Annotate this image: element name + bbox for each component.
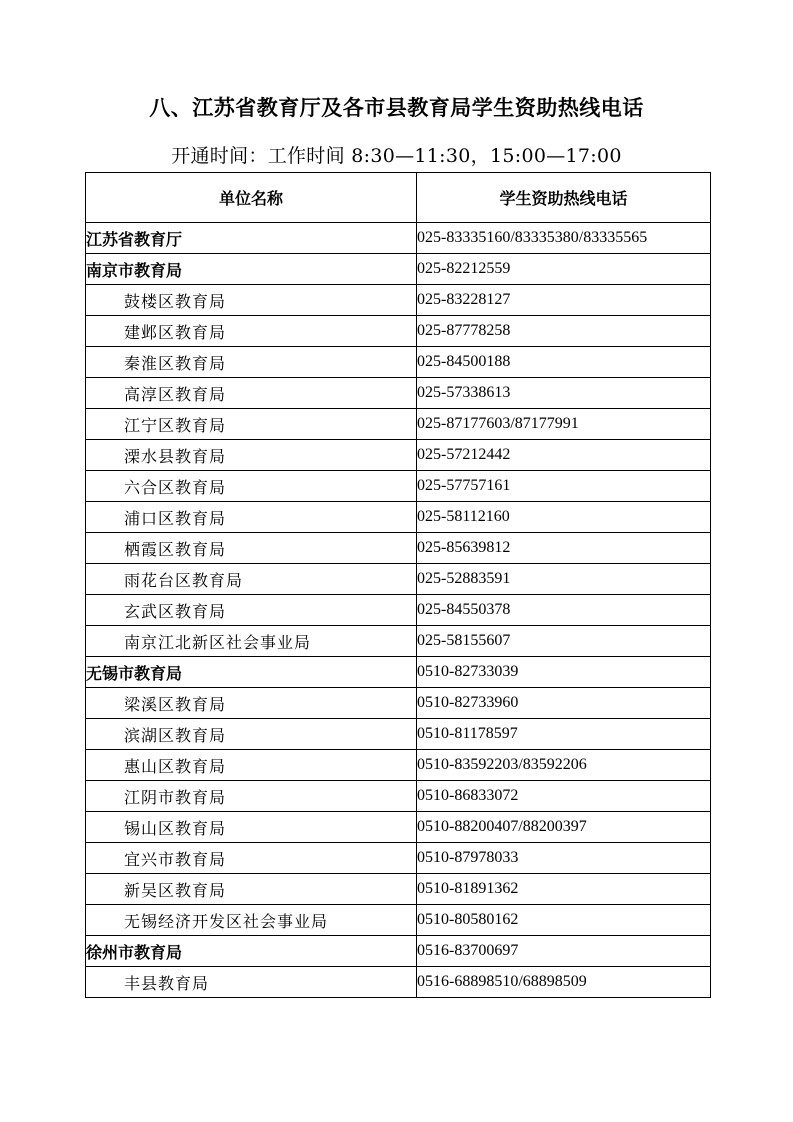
hotline-phone: 025-83228127 [417, 285, 711, 316]
hotline-phone: 0510-87978033 [417, 843, 711, 874]
table-row [86, 812, 711, 843]
table-row [86, 347, 711, 378]
table-row [86, 626, 711, 657]
unit-name-district: 六合区教育局 [86, 471, 417, 502]
unit-name-district: 高淳区教育局 [86, 378, 417, 409]
table-row [86, 843, 711, 874]
table-row [86, 781, 711, 812]
table-body [86, 223, 711, 998]
hotline-phone: 0510-81178597 [417, 719, 711, 750]
hotline-phone: 0510-80580162 [417, 905, 711, 936]
unit-name-district: 梁溪区教育局 [86, 688, 417, 719]
hotline-phone: 025-57757161 [417, 471, 711, 502]
hotline-phone: 0510-86833072 [417, 781, 711, 812]
table-row [86, 502, 711, 533]
hours-subtitle: 开通时间：工作时间 8:30—11:30，15:00—17:00 [171, 145, 622, 167]
table-row [86, 688, 711, 719]
unit-name-district: 锡山区教育局 [86, 812, 417, 843]
unit-name-city: 徐州市教育局 [86, 936, 417, 967]
unit-name-district: 滨湖区教育局 [86, 719, 417, 750]
unit-name-district: 新吴区教育局 [86, 874, 417, 905]
table-row [86, 967, 711, 998]
table-row [86, 595, 711, 626]
unit-name-district: 玄武区教育局 [86, 595, 417, 626]
hotline-table [85, 172, 711, 998]
hotline-phone: 025-84500188 [417, 347, 711, 378]
hotline-phone: 025-58155607 [417, 626, 711, 657]
unit-name-district: 南京江北新区社会事业局 [86, 626, 417, 657]
table-row [86, 905, 711, 936]
header-unit-name: 单位名称 [86, 173, 417, 223]
hotline-phone: 025-83335160/83335380/83335565 [417, 223, 711, 254]
hotline-phone: 025-58112160 [417, 502, 711, 533]
unit-name-district: 秦淮区教育局 [86, 347, 417, 378]
table-row [86, 285, 711, 316]
table-row [86, 254, 711, 285]
hotline-phone: 0510-82733960 [417, 688, 711, 719]
hotline-phone: 0516-83700697 [417, 936, 711, 967]
unit-name-district: 栖霞区教育局 [86, 533, 417, 564]
hotline-phone: 0510-81891362 [417, 874, 711, 905]
hotline-phone: 025-57212442 [417, 440, 711, 471]
unit-name-district: 无锡经济开发区社会事业局 [86, 905, 417, 936]
unit-name-district: 宜兴市教育局 [86, 843, 417, 874]
hotline-phone: 025-87778258 [417, 316, 711, 347]
table-row [86, 316, 711, 347]
unit-name-city: 无锡市教育局 [86, 657, 417, 688]
unit-name-district: 江阴市教育局 [86, 781, 417, 812]
unit-name-city: 南京市教育局 [86, 254, 417, 285]
unit-name-district: 江宁区教育局 [86, 409, 417, 440]
unit-name-district: 鼓楼区教育局 [86, 285, 417, 316]
table-row [86, 657, 711, 688]
hotline-phone: 0510-82733039 [417, 657, 711, 688]
table-row [86, 533, 711, 564]
unit-name-district: 丰县教育局 [86, 967, 417, 998]
unit-name-district: 惠山区教育局 [86, 750, 417, 781]
table-row [86, 378, 711, 409]
unit-name-district: 雨花台区教育局 [86, 564, 417, 595]
hotline-phone: 025-82212559 [417, 254, 711, 285]
table-row [86, 409, 711, 440]
unit-name-city: 江苏省教育厅 [86, 223, 417, 254]
table-row [86, 564, 711, 595]
header-hotline-phone: 学生资助热线电话 [417, 173, 711, 223]
table-row [86, 874, 711, 905]
table-row [86, 719, 711, 750]
hotline-phone: 025-84550378 [417, 595, 711, 626]
table-row [86, 223, 711, 254]
hotline-phone: 025-52883591 [417, 564, 711, 595]
table-row [86, 471, 711, 502]
hotline-phone: 025-87177603/87177991 [417, 409, 711, 440]
hotline-phone: 0510-83592203/83592206 [417, 750, 711, 781]
hotline-phone: 0510-88200407/88200397 [417, 812, 711, 843]
hotline-phone: 025-85639812 [417, 533, 711, 564]
table-header-row [86, 173, 711, 223]
table-row [86, 936, 711, 967]
table-row [86, 750, 711, 781]
hotline-phone: 025-57338613 [417, 378, 711, 409]
table-row [86, 440, 711, 471]
unit-name-district: 浦口区教育局 [86, 502, 417, 533]
document-title: 八、江苏省教育厅及各市县教育局学生资助热线电话 [149, 96, 644, 120]
unit-name-district: 溧水县教育局 [86, 440, 417, 471]
hotline-phone: 0516-68898510/68898509 [417, 967, 711, 998]
unit-name-district: 建邺区教育局 [86, 316, 417, 347]
